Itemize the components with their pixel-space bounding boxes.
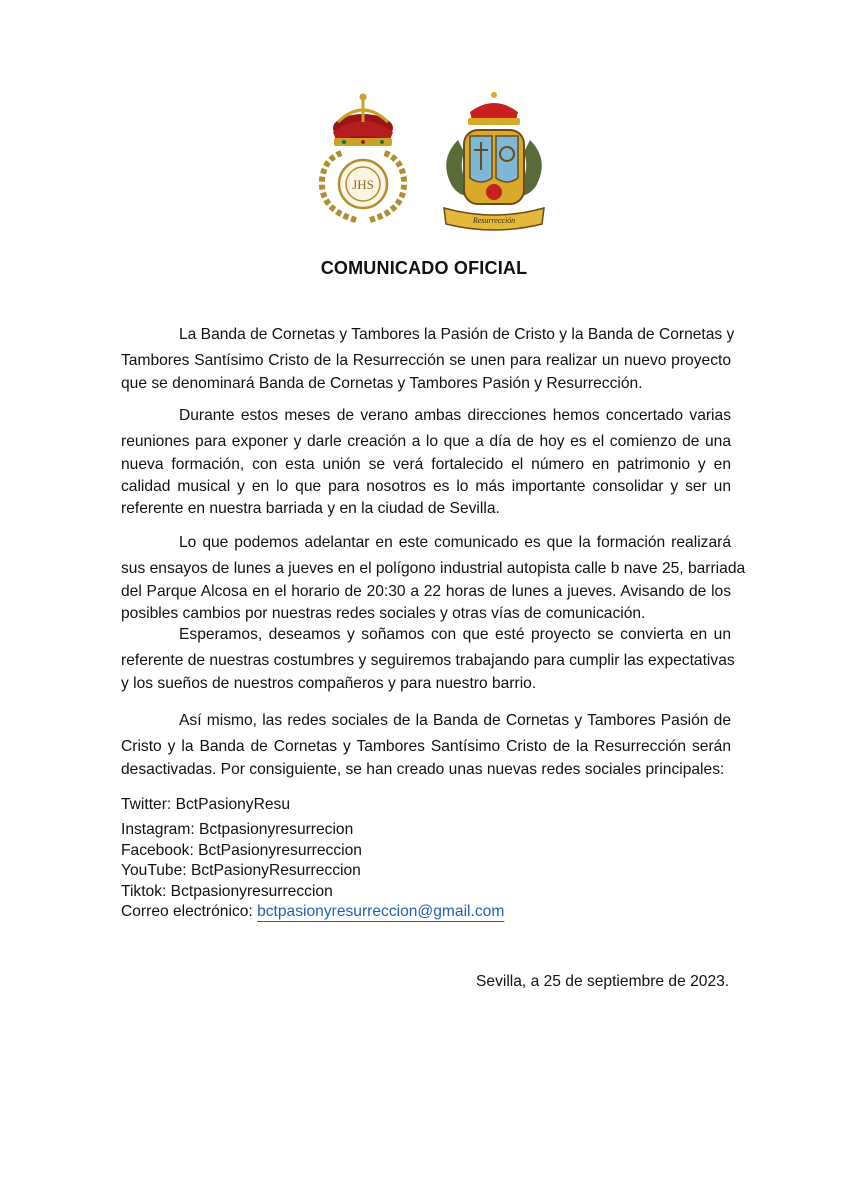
text-line: sus ensayos de lunes a jueves en el polígono industrial autopista calle b nave 25, barriada [121, 560, 746, 577]
crown-jhs-emblem-icon [308, 92, 418, 226]
facebook-handle: Facebook: BctPasionyresurreccion [121, 841, 362, 859]
text-line: Así mismo, las redes sociales de la Banda de Cornetas y Tambores Pasión de [179, 712, 731, 729]
text-line: calidad musical y en lo que para nosotros es lo más importante consolidar y ser un [121, 478, 731, 495]
signature-date: Sevilla, a 25 de septiembre de 2023. [476, 973, 730, 990]
text-line: Esperamos, deseamos y soñamos con que esté proyecto se convierta en un [179, 626, 731, 643]
text-line: que se denominará Banda de Cornetas y Tambores Pasión y Resurrección. [121, 375, 643, 392]
paragraph-5 [121, 710, 731, 781]
paragraph-2 [121, 405, 731, 520]
text-line: Durante estos meses de verano ambas direcciones hemos concertado varias [179, 407, 731, 424]
text-line: desactivadas. Por consiguiente, se han creado unas nuevas redes sociales principales: [121, 761, 725, 778]
svg-text:Resurrección: Resurrección [472, 216, 516, 225]
text-line: Cristo y la Banda de Cornetas y Tambores Santísimo Cristo de la Resurrección serán [121, 738, 731, 755]
text-line: Tambores Santísimo Cristo de la Resurrección se unen para realizar un nuevo proyecto [121, 352, 731, 369]
small-crown-icon [468, 92, 520, 125]
email-label: Correo electrónico: [121, 903, 258, 920]
text-line: posibles cambios por nuestras redes sociales y otras vías de comunicación. [121, 605, 646, 622]
instagram-handle: Instagram: Bctpasionyresurrecion [121, 821, 354, 838]
text-line: referente de nuestras costumbres y seguiremos trabajando para cumplir las expectativas [121, 652, 735, 669]
text-line: Lo que podemos adelantar en este comunicado es que la formación realizará [179, 534, 731, 551]
text-line: reuniones para exponer y darle creación a lo que a día de hoy es el comienzo de una [121, 433, 731, 450]
crown-icon [333, 94, 393, 147]
svg-text:JHS: JHS [352, 177, 374, 192]
brotherhood-coat-of-arms-icon [438, 90, 550, 232]
email-link[interactable]: bctpasionyresurreccion@gmail.com [257, 903, 505, 920]
paragraph-3 [121, 532, 746, 625]
text-line: y los sueños de nuestros compañeros y para nuestro barrio. [121, 675, 537, 692]
page-title: COMUNICADO OFICIAL [320, 258, 528, 278]
header-logos [0, 90, 848, 240]
tiktok-handle: Tiktok: Bctpasionyresurreccion [121, 882, 333, 900]
text-line: del Parque Alcosa en el horario de 20:30 a 22 horas de lunes a jueves. Avisando de los [121, 583, 731, 600]
text-line: La Banda de Cornetas y Tambores la Pasión de Cristo y la Banda de Cornetas y [179, 326, 735, 343]
email-row [121, 902, 731, 923]
paragraph-1 [121, 324, 735, 395]
text-line: nueva formación, con esta unión se verá fortalecido el número en patrimonio y en [121, 456, 731, 473]
social-networks-list [121, 794, 731, 923]
youtube-handle: YouTube: BctPasionyResurreccion [121, 862, 361, 879]
text-line: referente en nuestra barriada y en la ciudad de Sevilla. [121, 500, 500, 517]
paragraph-4 [121, 624, 735, 695]
twitter-handle: Twitter: BctPasionyResu [121, 796, 290, 813]
